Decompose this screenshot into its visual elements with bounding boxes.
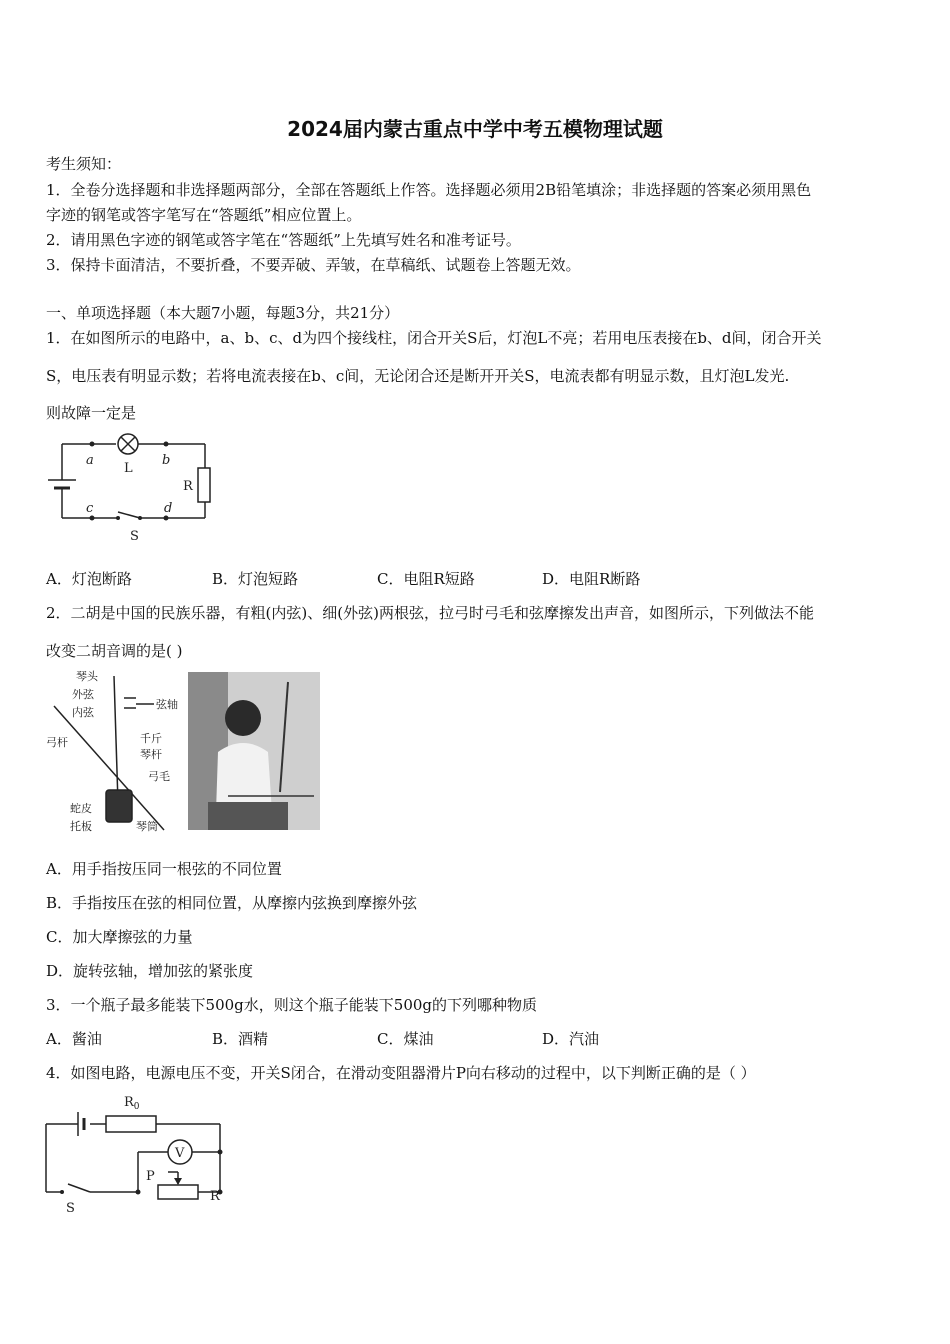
svg-text:R0 (124, 1095, 140, 1112)
q2-option-b[interactable]: B．手指按压在弦的相同位置，从摩擦内弦换到摩擦外弦 (46, 894, 418, 912)
q3-stem: 3．一个瓶子最多能装下500g水，则这个瓶子能装下500g的下列哪种物质 (46, 996, 538, 1014)
q1-label-a: a (86, 453, 94, 468)
q4-label-P: P (146, 1169, 155, 1184)
q2-stem-line-1: 2．二胡是中国的民族乐器，有粗(内弦)、细(外弦)两根弦，拉弓时弓毛和弦摩擦发出声音，如图所示，下列做法不能 (46, 604, 814, 622)
q4-label-V: V (175, 1146, 185, 1161)
q4-circuit-diagram (40, 1088, 240, 1218)
notice-item-3: 3．保持卡面清洁，不要折叠，不要弄破、弄皱，在草稿纸、试题卷上答题无效。 (46, 256, 581, 274)
page-title: 2024届内蒙古重点中学中考五模物理试题 (287, 117, 663, 141)
q1-label-c: c (86, 501, 94, 516)
q2-stem-line-2: 改变二胡音调的是( ) (46, 642, 183, 660)
q2-label-bow-hair: 弓毛 (148, 770, 170, 783)
q2-label-neck: 琴杆 (140, 748, 162, 761)
q4-label-R: R (210, 1189, 220, 1204)
q2-label-peg: 弦轴 (156, 698, 178, 711)
q4-label-S: S (66, 1201, 75, 1216)
q2-option-d[interactable]: D．旋转弦轴，增加弦的紧张度 (46, 962, 254, 980)
notice-item-1-cont: 字迹的钢笔或答字笔写在“答题纸”相应位置上。 (46, 206, 362, 224)
q1-label-b: b (162, 453, 171, 468)
q1-option-b[interactable]: B．灯泡短路 (212, 570, 299, 588)
q1-label-L: L (124, 461, 133, 476)
q3-option-d[interactable]: D．汽油 (542, 1030, 600, 1048)
q1-option-d[interactable]: D．电阻R断路 (542, 570, 641, 588)
q2-label-outer-string: 外弦 (72, 688, 94, 701)
q1-circuit-diagram (40, 432, 220, 547)
q2-label-snakeskin: 蛇皮 (70, 802, 92, 815)
q1-label-S: S (130, 529, 139, 544)
q3-option-c[interactable]: C．煤油 (377, 1030, 434, 1048)
q1-option-c[interactable]: C．电阻R短路 (377, 570, 475, 588)
q2-label-body: 琴筒 (136, 820, 158, 833)
q1-option-a[interactable]: A．灯泡断路 (46, 570, 132, 588)
q2-option-a[interactable]: A．用手指按压同一根弦的不同位置 (46, 860, 282, 878)
q4-stem: 4．如图电路，电源电压不变，开关S闭合，在滑动变阻器滑片P向右移动的过程中，以下判断正确的是（ ） (46, 1064, 756, 1082)
notice-heading: 考生须知： (46, 155, 122, 173)
q1-stem-line-2: S，电压表有明显示数；若将电流表接在b、c间，无论闭合还是断开开关S，电流表都有明显示数，且灯泡L发光. (46, 367, 790, 385)
q2-erhu-diagram (44, 668, 186, 836)
q4-label-R0: R (124, 1095, 134, 1110)
q4-label-R0-subscript: 0 (133, 1102, 140, 1112)
q2-label-bow-stick: 弓杆 (46, 736, 68, 749)
notice-item-2: 2．请用黑色字迹的钢笔或答字笔在“答题纸”上先填写姓名和准考证号。 (46, 231, 521, 249)
q2-erhu-player-photo (188, 672, 320, 830)
q3-option-b[interactable]: B．酒精 (212, 1030, 269, 1048)
q2-label-inner-string: 内弦 (72, 706, 94, 719)
q2-option-c[interactable]: C．加大摩擦弦的力量 (46, 928, 193, 946)
q1-stem-line-1: 1．在如图所示的电路中，a、b、c、d为四个接线柱，闭合开关S后，灯泡L不亮；若用电压表接在b、d间，闭合开关 (46, 329, 822, 347)
q3-option-a[interactable]: A．酱油 (46, 1030, 102, 1048)
q2-label-base: 托板 (70, 820, 92, 833)
q2-label-qianjin: 千斤 (140, 732, 162, 745)
section-heading: 一、单项选择题（本大题7小题，每题3分，共21分） (46, 304, 400, 322)
q2-label-head: 琴头 (76, 670, 98, 683)
q1-stem-line-3: 则故障一定是 (46, 404, 137, 422)
q1-label-d: d (164, 501, 173, 516)
q1-label-R: R (183, 479, 193, 494)
notice-item-1: 1．全卷分选择题和非选择题两部分，全部在答题纸上作答。选择题必须用2B铅笔填涂；非选择题的答案必须用黑色 (46, 181, 812, 199)
